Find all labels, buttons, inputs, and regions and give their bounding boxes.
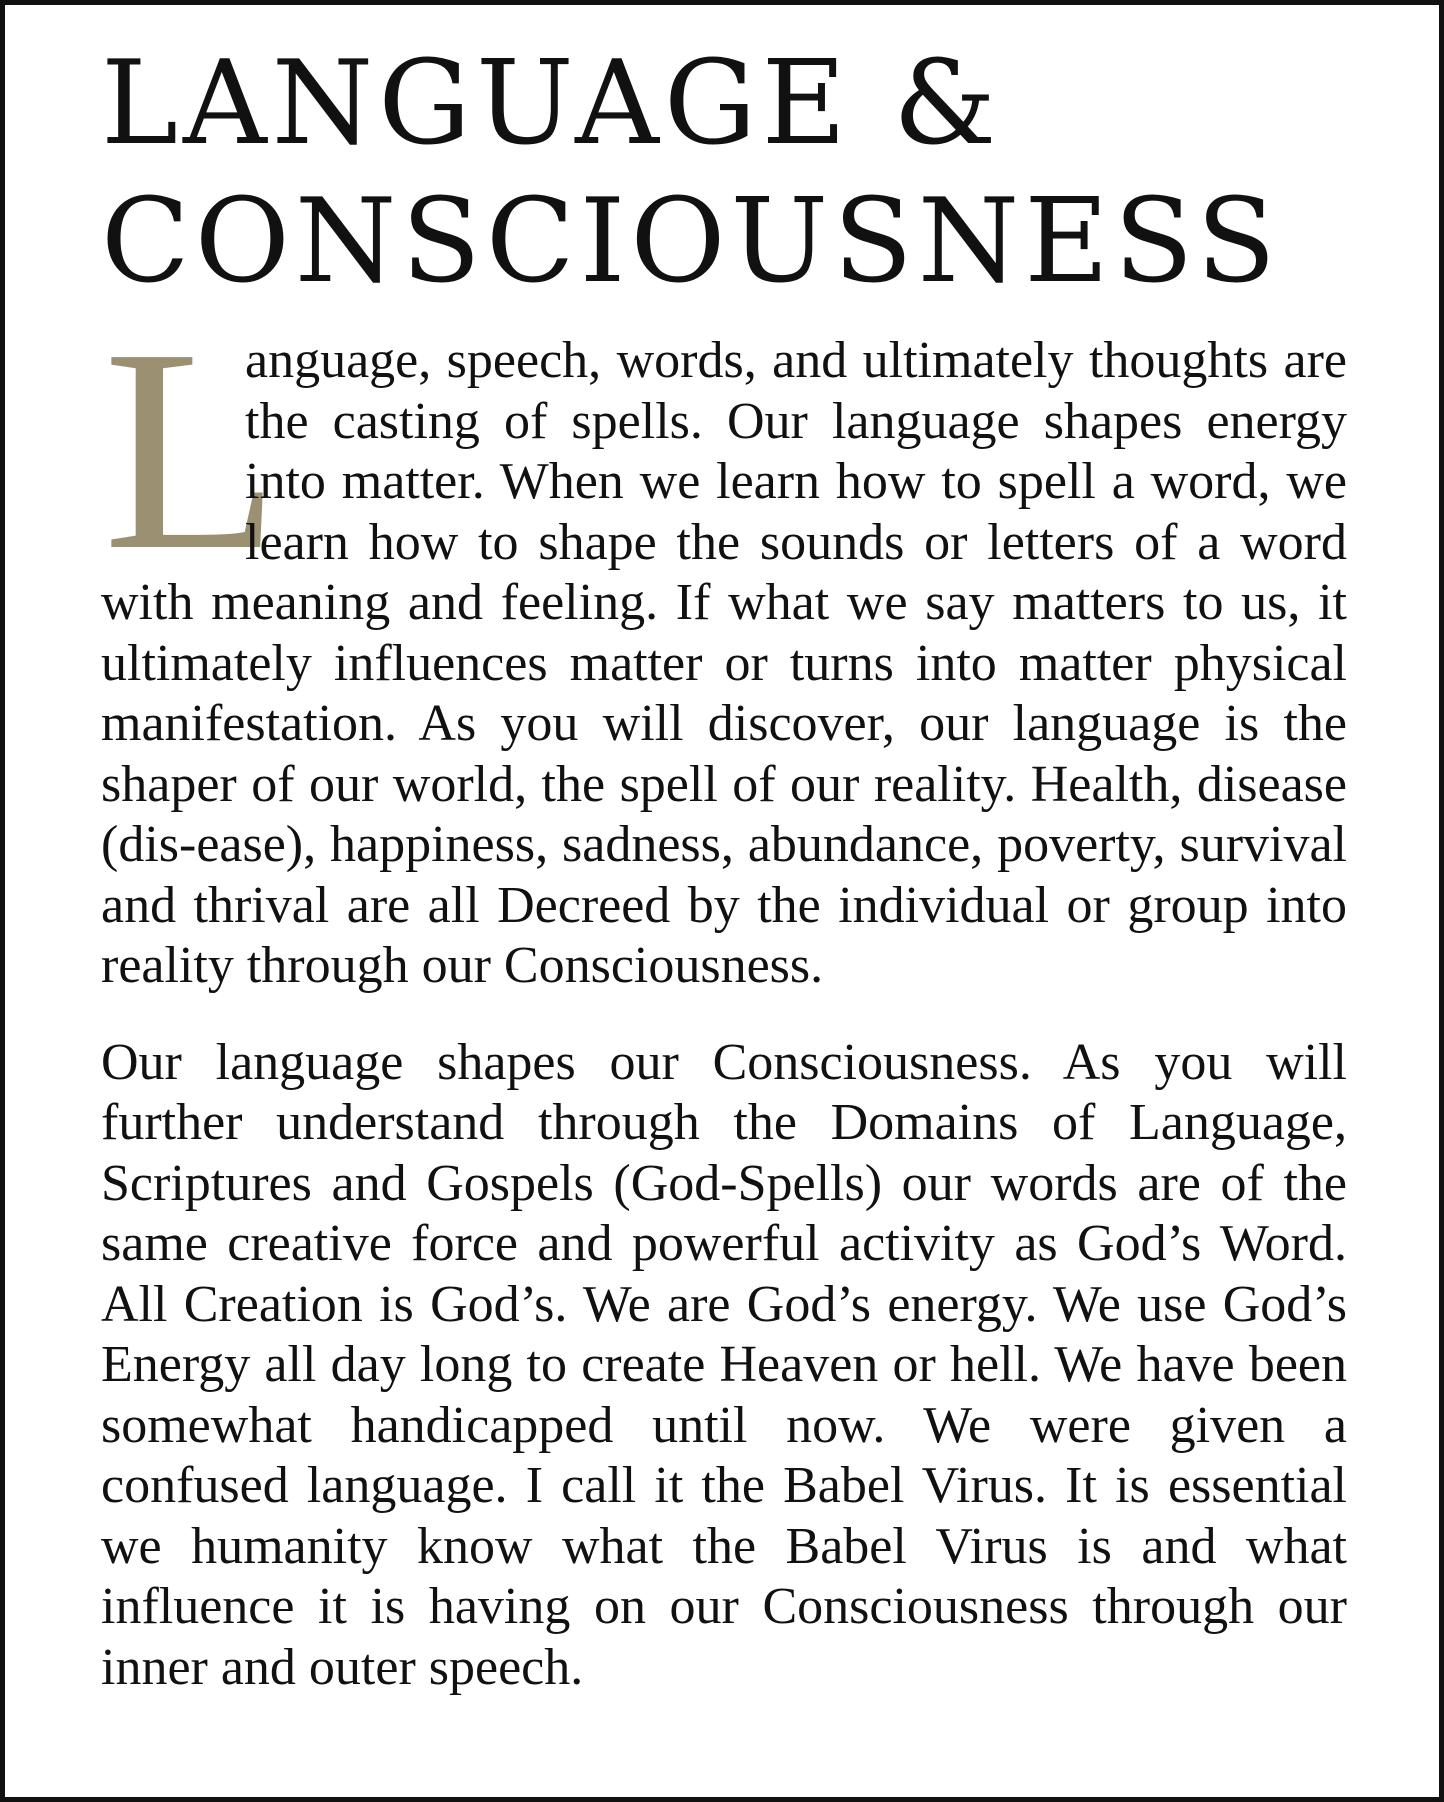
drop-cap: L	[103, 289, 281, 610]
title-line-2: CONSCIOUSNESS	[101, 174, 1281, 309]
article-body	[101, 289, 1347, 1698]
title-line-1: LANGUAGE &	[101, 36, 1002, 171]
paragraph-1	[101, 289, 1347, 997]
paragraph-2-text: Our language shapes our Consciousness. As you will further understand through the Domains of Language, Scriptures and Gospels (God-Spells) our words are of the same creative force and powerful activity as God’s Word. All Creation is God’s. We are God’s energy. We use God’s Energy all day long to create Heaven or hell. We have been somewhat handicapped until now. We were given a confused language. I call it the Babel Virus. It is essential we humanity know what the Babel Virus is and what influence it is having on our Consciousness through our inner and outer speech.	[101, 1033, 1347, 1696]
page-title	[101, 35, 1361, 311]
paragraph-1-text: anguage, speech, words, and ultimately thoughts are the casting of spells. Our language shapes energy into matter. When we learn how to spell a word, we learn how to shape the sounds or letters of a word with meaning and feeling. If what we say matters to us, it ultimately influences matter or turns into matter physical manifestation. As you will discover, our language is the shaper of our world, the spell of our reality. Health, disease (dis-ease), happiness, sadness, abundance, poverty, survival and thrival are all Decreed by the individual or group into reality through our Consciousness.	[101, 332, 1347, 994]
paragraph-2	[101, 1033, 1347, 1699]
